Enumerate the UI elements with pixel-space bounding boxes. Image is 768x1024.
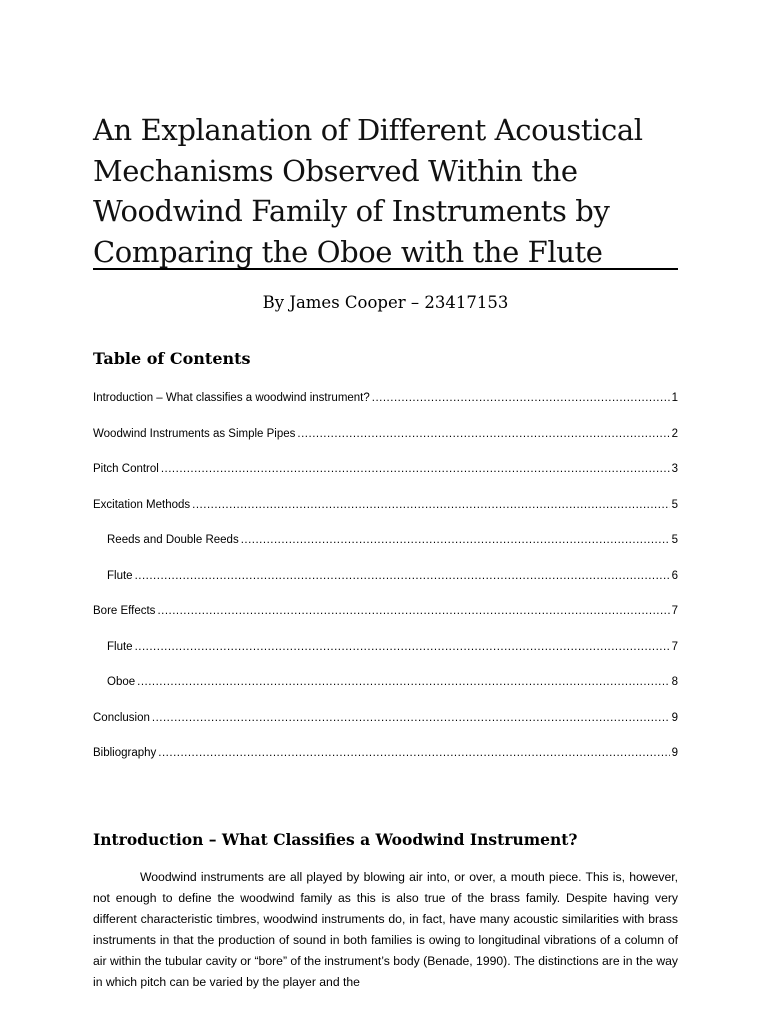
introduction-paragraph: Woodwind instruments are all played by blowing air into, or over, a mouth piece. This is, however, not enough to define the woodwind family as this is also true of the brass family. Despite having very different characteristic timbres, woodwind instruments do, in fact, have many acoustic similarities with brass instruments in that the production of sound in both families is owing to longitudinal vibrations of a column of air within the tubular cavity or “bore” of the instrument’s body (Benade, 1990). The distinctions are in the way in which pitch can be varied by the player and the	[93, 870, 678, 989]
toc-entry-label: Pitch Control	[93, 463, 159, 475]
toc-entry-bibliography[interactable]	[93, 743, 678, 779]
toc-entry-page: 7	[671, 640, 678, 653]
toc-entry-bore-flute[interactable]	[93, 637, 678, 673]
toc-leader-dots	[157, 601, 669, 621]
toc-entry-label: Flute	[107, 569, 133, 582]
toc-entry-pitch-control[interactable]	[93, 459, 678, 495]
toc-entry-label: Introduction – What classifies a woodwind instrument?	[93, 392, 370, 404]
document-title: An Explanation of Different Acoustical Mechanisms Observed Within the Woodwind Family of Instruments by Comparing the Oboe with the Flute	[93, 113, 643, 269]
toc-entry-bore-effects[interactable]	[93, 601, 678, 637]
toc-entry-label: Bore Effects	[93, 605, 156, 617]
toc-heading: Table of Contents	[93, 349, 251, 368]
table-of-contents	[93, 388, 678, 779]
toc-entry-label: Conclusion	[93, 711, 150, 724]
toc-entry-page: 5	[671, 498, 678, 511]
toc-entry-page: 6	[671, 569, 678, 582]
toc-entry-conclusion[interactable]	[93, 708, 678, 744]
toc-entry-reeds[interactable]	[93, 530, 678, 566]
toc-leader-dots	[158, 743, 669, 763]
toc-leader-dots	[161, 459, 670, 479]
toc-entry-label: Excitation Methods	[93, 498, 191, 511]
toc-entry-label: Bibliography	[93, 747, 157, 759]
toc-entry-label: Oboe	[107, 676, 136, 688]
author-line: By James Cooper – 23417153	[262, 293, 509, 312]
toc-entry-simple-pipes[interactable]	[93, 424, 678, 460]
toc-entry-page: 3	[671, 463, 678, 475]
toc-entry-page: 9	[671, 747, 678, 759]
toc-leader-dots	[135, 566, 670, 586]
toc-entry-page: 8	[671, 676, 678, 688]
toc-entry-label: Woodwind Instruments as Simple Pipes	[93, 427, 296, 440]
toc-leader-dots	[192, 495, 669, 515]
toc-leader-dots	[297, 424, 669, 444]
toc-entry-page: 9	[671, 711, 678, 724]
toc-leader-dots	[372, 388, 670, 408]
toc-entry-page: 1	[671, 392, 678, 404]
toc-entry-page: 7	[671, 605, 678, 617]
toc-entry-excitation-methods[interactable]	[93, 495, 678, 531]
title-divider	[93, 268, 678, 270]
toc-entry-excitation-flute[interactable]	[93, 566, 678, 602]
toc-entry-label: Flute	[107, 640, 133, 653]
toc-entry-page: 5	[671, 534, 678, 546]
toc-entry-introduction[interactable]	[93, 388, 678, 424]
toc-leader-dots	[135, 637, 670, 657]
toc-entry-label: Reeds and Double Reeds	[107, 534, 239, 546]
toc-entry-page: 2	[671, 427, 678, 440]
toc-leader-dots	[152, 708, 670, 728]
toc-leader-dots	[241, 530, 670, 550]
toc-leader-dots	[137, 672, 669, 692]
toc-entry-bore-oboe[interactable]	[93, 672, 678, 708]
introduction-heading: Introduction – What Classifies a Woodwind Instrument?	[93, 830, 578, 849]
